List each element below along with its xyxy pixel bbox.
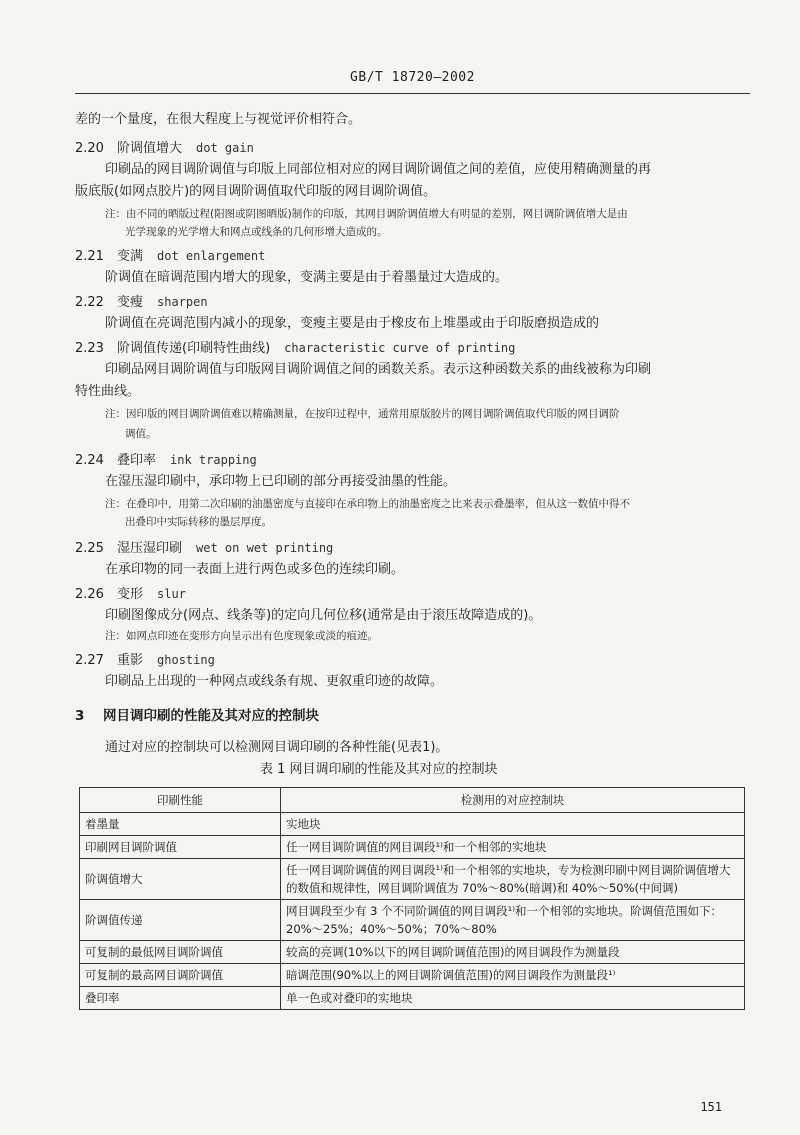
term-2-25	[75, 538, 750, 559]
term-number: 2.22	[75, 295, 104, 310]
definition-line: 印刷图像成分(网点、线条等)的定向几何位移(通常是由于滚压故障造成的)。	[105, 608, 542, 623]
definition-line: 在湿压湿印刷中，承印物上已印刷的部分再接受油墨的性能。	[105, 474, 457, 489]
term-chinese: 变瘦	[117, 295, 144, 310]
definition-line: 印刷品网目调阶调值与印版网目调阶调值之间的函数关系。表示这种函数关系的曲线被称为印刷	[105, 362, 652, 377]
table-cell: 较高的亮调(10%以下的网目调阶调值范围)的网目调段作为测量段	[281, 941, 745, 964]
note-line: 调值。	[125, 428, 157, 440]
definition-line: 阶调值在亮调范围内减小的现象，变瘦主要是由于橡皮布上堆墨或由于印版磨损造成的	[105, 316, 600, 331]
term-english: slur	[157, 587, 186, 601]
definition-line: 特性曲线。	[75, 384, 141, 399]
term-2-23	[75, 338, 750, 359]
note-line: 光学现象的光学增大和网点或线条的几何形增大造成的。	[125, 226, 388, 238]
column-header: 印刷性能	[80, 788, 281, 813]
term-english: wet on wet printing	[196, 541, 334, 555]
section-title: 网目调印刷的性能及其对应的控制块	[103, 708, 319, 724]
term-chinese: 阶调值传递(印刷特性曲线)	[117, 341, 271, 356]
term-2-21	[75, 246, 750, 267]
table-cell: 着墨量	[80, 813, 281, 836]
column-header: 检测用的对应控制块	[281, 788, 745, 813]
table-cell: 可复制的最高网目调阶调值	[80, 964, 281, 987]
term-number: 2.25	[75, 541, 104, 556]
standard-number-header: GB/T 18720—2002	[350, 70, 475, 85]
note-line: 注：在叠印中，用第二次印刷的油墨密度与直接印在承印物上的油墨密度之比来表示叠墨率，但从这一数值中得不	[105, 498, 630, 510]
term-english: dot enlargement	[157, 249, 266, 263]
table-cell: 单一色或对叠印的实地块	[281, 987, 745, 1010]
table-row	[80, 941, 745, 964]
table-caption: 表 1 网目调印刷的性能及其对应的控制块	[260, 762, 498, 777]
term-english: dot gain	[196, 141, 254, 155]
term-2-26	[75, 584, 750, 605]
term-chinese: 变形	[117, 587, 144, 602]
table-row	[80, 900, 745, 941]
term-number: 2.26	[75, 587, 104, 602]
term-2-22	[75, 292, 750, 313]
term-2-20	[75, 138, 750, 159]
definition-line: 在承印物的同一表面上进行两色或多色的连续印刷。	[105, 562, 405, 577]
table-cell: 阶调值增大	[80, 859, 281, 900]
table-cell: 实地块	[281, 813, 745, 836]
table-row	[80, 813, 745, 836]
term-english: characteristic curve of printing	[284, 341, 516, 355]
definition-line: 印刷品上出现的一种网点或线条有规、更叙重印迹的故障。	[105, 674, 444, 689]
term-number: 2.27	[75, 653, 104, 668]
page-number: 151	[700, 1100, 722, 1114]
term-number: 2.20	[75, 141, 104, 156]
definition-line: 阶调值在暗调范围内增大的现象，变满主要是由于着墨量过大造成的。	[105, 270, 509, 285]
definition-line: 印刷品的网目调阶调值与印版上同部位相对应的网目调阶调值之间的差值，应使用精确测量的再	[105, 162, 652, 177]
table-row	[80, 987, 745, 1010]
table-cell: 叠印率	[80, 987, 281, 1010]
term-chinese: 变满	[117, 249, 144, 264]
note-line: 注：因印版的网目调阶调值难以精确测量，在按印过程中，通常用原版胶片的网目调阶调值取代印版的网目调阶	[105, 408, 620, 420]
section-paragraph: 通过对应的控制块可以检测网目调印刷的各种性能(见表1)。	[105, 740, 449, 755]
table-cell: 暗调范围(90%以上的网目调阶调值范围)的网目调段作为测量段¹⁾	[281, 964, 745, 987]
table-cell: 印刷网目调阶调值	[80, 836, 281, 859]
term-chinese: 叠印率	[117, 453, 157, 468]
note-line: 出叠印中实际转移的墨层厚度。	[125, 516, 272, 528]
section-number: 3	[75, 708, 85, 724]
section-heading	[75, 706, 750, 726]
table-header-row	[80, 788, 745, 813]
definition-line: 版底版(如网点胶片)的网目调阶调值取代印版的网目调阶调值。	[75, 184, 437, 199]
table-cell: 任一网目调阶调值的网目调段¹⁾和一个相邻的实地块	[281, 836, 745, 859]
continued-paragraph: 差的一个量度，在很大程度上与视觉评价相符合。	[75, 112, 362, 127]
term-english: sharpen	[157, 295, 208, 309]
term-number: 2.21	[75, 249, 104, 264]
header-rule	[75, 93, 750, 94]
term-english: ink trapping	[170, 453, 257, 467]
term-number: 2.24	[75, 453, 104, 468]
table-cell: 可复制的最低网目调阶调值	[80, 941, 281, 964]
term-2-27	[75, 650, 750, 671]
term-english: ghosting	[157, 653, 215, 667]
table-row	[80, 964, 745, 987]
term-chinese: 阶调值增大	[117, 141, 183, 156]
note-line: 注：由不同的晒版过程(阳图或阴图晒版)制作的印版，其网目调阶调值增大有明显的差别，网目调阶调值增大是由	[105, 208, 628, 220]
term-chinese: 重影	[117, 653, 144, 668]
term-number: 2.23	[75, 341, 104, 356]
term-2-24	[75, 450, 750, 471]
table-row	[80, 859, 745, 900]
table-cell: 任一网目调阶调值的网目调段¹⁾和一个相邻的实地块，专为检测印刷中网目调阶调值增大的数值和规律性，网目调阶调值为 70%～80%(暗调)和 40%～50%(中间调)	[281, 859, 745, 900]
table-row	[80, 836, 745, 859]
table-cell: 网目调段至少有 3 个不同阶调值的网目调段¹⁾和一个相邻的实地块。阶调值范围如下：20%～25%；40%～50%；70%～80%	[281, 900, 745, 941]
term-chinese: 湿压湿印刷	[117, 541, 183, 556]
note-line: 注：如网点印迹在变形方向呈示出有色度现象或淡的痕迹。	[105, 630, 378, 642]
table-cell: 阶调值传递	[80, 900, 281, 941]
performance-table	[79, 787, 745, 1010]
